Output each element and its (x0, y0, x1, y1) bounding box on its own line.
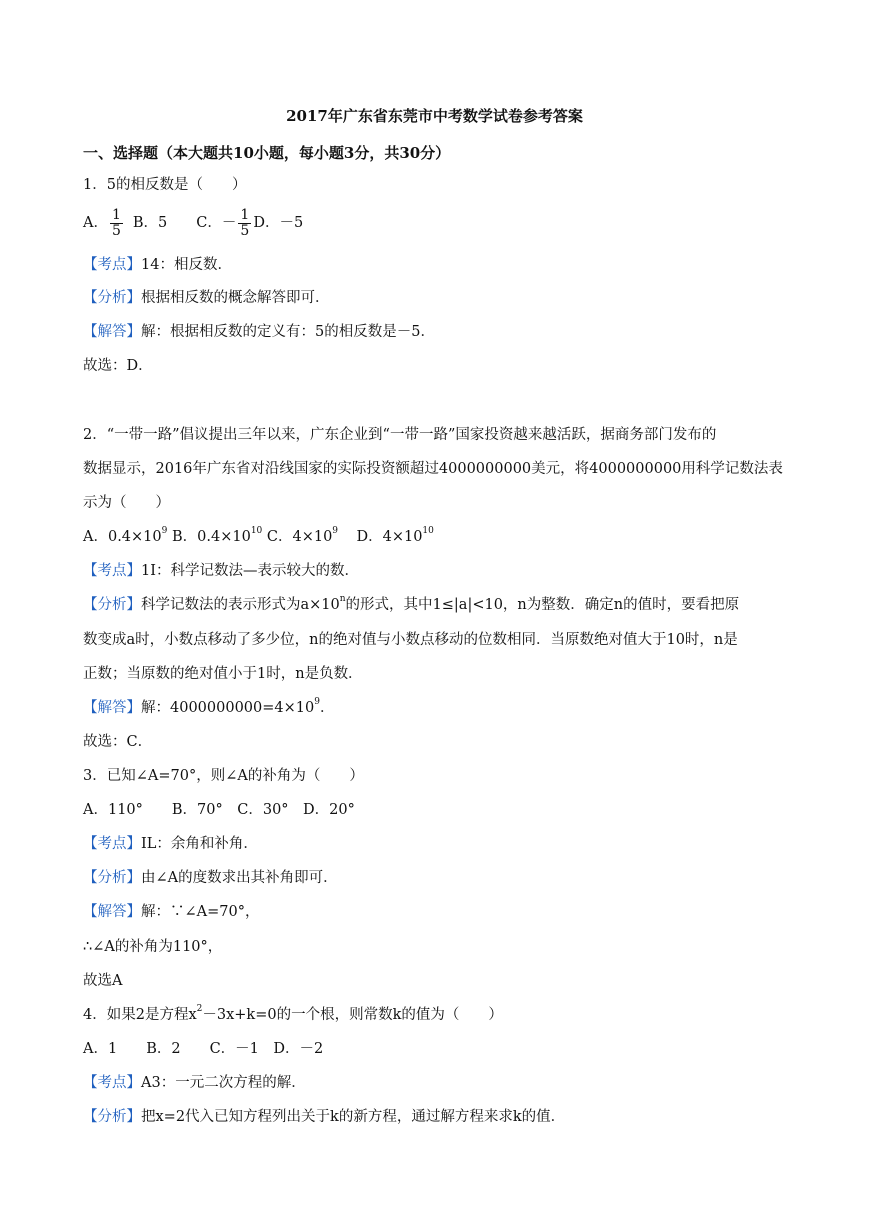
q2-option-c: C．4×10 (266, 529, 333, 545)
fenxi-text: 把x=2代入已知方程列出关于k的新方程，通过解方程来求k的值． (141, 1109, 566, 1125)
q1-options (83, 206, 303, 240)
fenxi-tag: 【分析】 (83, 290, 141, 306)
kaodian-tag: 【考点】 (83, 836, 141, 852)
fraction-denominator: 5 (240, 222, 250, 239)
q2-fenxi-line2: 数变成a时，小数点移动了多少位，n的绝对值与小数点移动的位数相同．当原数绝对值大于10时，n是 (83, 632, 738, 648)
q2-stem-line3: 示为（ ） (83, 495, 170, 511)
q2-stem-line2: 数据显示，2016年广东省对沿线国家的实际投资额超过4000000000美元，将4000000000用科学记数法表 (83, 461, 783, 477)
fenxi-text: 由∠A的度数求出其补角即可． (141, 870, 338, 886)
q1-option-a-label: A． (83, 215, 108, 231)
fenxi-text: 的形式，其中1≤|a|<10，n为整数．确定n的值时，要看把原 (345, 597, 740, 613)
jieda-text: ． (319, 700, 335, 716)
q3-kaodian (83, 834, 258, 854)
q3-answer: 故选A (83, 973, 123, 989)
exponent: 10 (250, 526, 263, 536)
fenxi-tag: 【分析】 (83, 597, 141, 613)
exponent: 9 (332, 526, 339, 536)
q2-fenxi-line1 (83, 595, 739, 615)
jieda-tag: 【解答】 (83, 700, 141, 716)
q2-options (83, 527, 434, 547)
q3-jieda (83, 902, 259, 922)
jieda-text: 解：4000000000=4×10 (141, 700, 315, 716)
fenxi-text: 科学记数法的表示形式为a×10 (141, 597, 340, 613)
fraction-numerator: 1 (240, 206, 250, 223)
kaodian-text: IL：余角和补角． (141, 836, 258, 852)
q1-answer: 故选：D． (83, 358, 153, 374)
q3-options: A．110° B．70° C．30° D．20° (83, 802, 355, 818)
page-title: 2017年广东省东莞市中考数学试卷参考答案 (286, 107, 583, 125)
q1-option-b-c-label: B．5 C．－ (132, 215, 237, 231)
q1-option-d: D．－5 (253, 215, 304, 231)
exponent: 10 (422, 526, 434, 536)
jieda-tag: 【解答】 (83, 904, 141, 920)
q2-answer: 故选：C． (83, 734, 153, 750)
q3-step: ∴∠A的补角为110°， (83, 939, 223, 955)
q4-stem (83, 1005, 503, 1025)
q2-option-b: B．0.4×10 (171, 529, 251, 545)
kaodian-tag: 【考点】 (83, 1075, 141, 1091)
q1-jieda (83, 322, 435, 342)
q3-fenxi (83, 868, 338, 888)
kaodian-text: 14：相反数． (141, 257, 232, 273)
exponent: 9 (314, 697, 320, 707)
exponent: 2 (196, 1004, 203, 1014)
q2-option-a: A．0.4×10 (83, 529, 162, 545)
q1-stem: 1．5的相反数是（ ） (83, 177, 247, 193)
q4-options: A．1 B．2 C．－1 D．－2 (83, 1041, 324, 1057)
q4-stem-text: 4．如果2是方程x (83, 1007, 197, 1023)
q4-fenxi (83, 1107, 565, 1127)
q4-kaodian (83, 1073, 306, 1093)
q3-stem: 3．已知∠A=70°，则∠A的补角为（ ） (83, 768, 364, 784)
kaodian-tag: 【考点】 (83, 563, 141, 579)
jieda-tag: 【解答】 (83, 324, 141, 340)
fraction-numerator: 1 (111, 206, 121, 223)
q1-fenxi (83, 288, 330, 308)
jieda-text: 解：根据相反数的定义有：5的相反数是－5． (141, 324, 435, 340)
q2-option-d: D．4×10 (356, 529, 423, 545)
q1-option-a-fraction (110, 208, 123, 239)
jieda-text: 解：∵∠A=70°， (141, 904, 260, 920)
q2-fenxi-line3: 正数；当原数的绝对值小于1时，n是负数． (83, 666, 363, 682)
kaodian-tag: 【考点】 (83, 257, 141, 273)
kaodian-text: 1I：科学记数法—表示较大的数． (141, 563, 359, 579)
fraction-denominator: 5 (111, 222, 121, 239)
q1-option-c-fraction (238, 208, 251, 239)
fenxi-text: 根据相反数的概念解答即可． (141, 290, 330, 306)
q4-stem-text: －3x+k=0的一个根，则常数k的值为（ ） (202, 1007, 503, 1023)
section-heading: 一、选择题（本大题共10小题，每小题3分，共30分） (83, 144, 451, 162)
kaodian-text: A3：一元二次方程的解． (141, 1075, 306, 1091)
exponent: 9 (161, 526, 168, 536)
exponent: n (339, 594, 346, 604)
fenxi-tag: 【分析】 (83, 870, 141, 886)
q2-kaodian (83, 561, 359, 581)
q2-jieda (83, 698, 334, 718)
q1-kaodian (83, 255, 232, 275)
q2-stem-line1: 2．“一带一路”倡议提出三年以来，广东企业到“一带一路”国家投资越来越活跃，据商务部门发布的 (83, 427, 717, 443)
fenxi-tag: 【分析】 (83, 1109, 141, 1125)
